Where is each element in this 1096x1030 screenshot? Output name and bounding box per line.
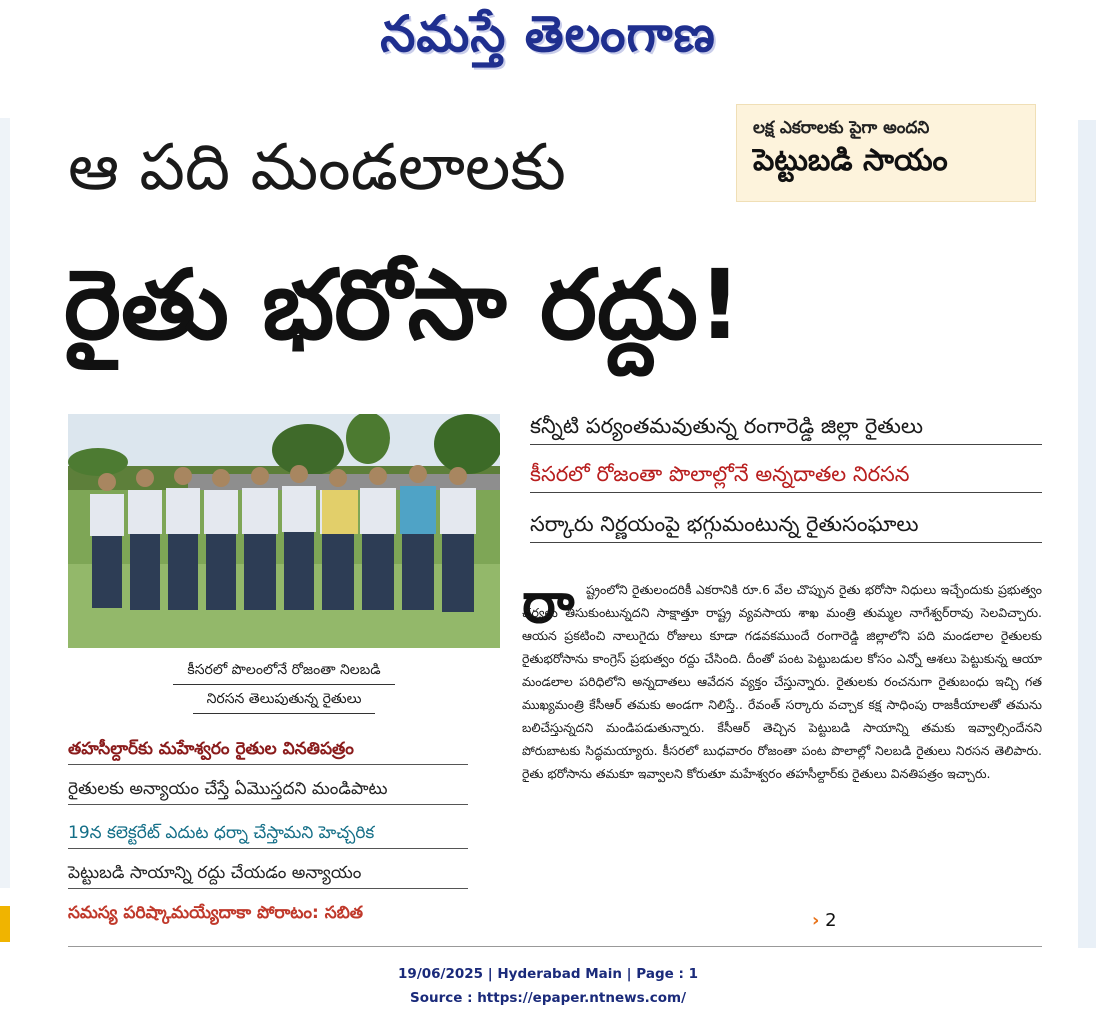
page-edge-left (0, 118, 10, 888)
deck-line-3: సర్కారు నిర్ణయంపై భగ్గుమంటున్న రైతుసంఘాలు (530, 506, 1042, 543)
continued-page-number: 2 (825, 910, 837, 931)
deck-line-2: కీసరలో రోజంతా పొలాల్లోనే అన్నదాతల నిరసన (530, 456, 1042, 493)
article-body (522, 571, 1042, 934)
bullet-point-3: 19న కలెక్టరేట్ ఎదుట ధర్నా చేస్తామని హెచ్చరిక (68, 818, 468, 849)
bullet-point-5: సమస్య పరిష్కామయ్యేదాకా పోరాటం: సబిత (68, 903, 364, 923)
masthead-logo: నమస్తే తెలంగాణ (380, 4, 716, 63)
kicker-headline: ఆ పది మండలాలకు (68, 131, 566, 205)
main-headline: రైతు భరోసా రద్దు! (64, 249, 742, 361)
photo-caption-line1: కీసరలో పొలంలోనే రోజంతా నిలబడి (173, 656, 394, 685)
photo-caption-line2: నిరసన తెలుపుతున్న రైతులు (193, 685, 376, 714)
page-edge-right (1078, 120, 1096, 948)
bullet-point-2: రైతులకు అన్యాయం చేస్తే ఏమొస్తదని మండిపాటు (68, 774, 468, 805)
footer-divider (68, 946, 1042, 947)
side-highlight-top: లక్ష ఎకరాలకు పైగా అందని (753, 118, 930, 138)
article-body-text: ష్ట్రంలోని రైతులందరికీ ఎకరానికి రూ.6 వేల చొప్పున రైతు భరోసా నిధులు ఇచ్చేందుకు ప్రభుత్వం చర్యలు తీసుకుంటున్నదని సాక్షాత్తూ రాష్ట్ర వ్యవసాయ శాఖ మంత్రి తుమ్మల నాగేశ్వర్‌రావు సెలవిచ్చారు. ఆయన ప్రకటించి నాలుగైదు రోజులు కూడా గడవకముందే రంగారెడ్డి జిల్లాలోని పది మండలాల రైతులకు రైతుభరోసాను కాంగ్రెస్ ప్రభుత్వం రద్దు చేసింది. దీంతో పంట పెట్టుబడుల కోసం ఎన్నో ఆశలు పెట్టుకున్న ఆయా మండలాల పరిధిలోని అన్నదాతలు ఆవేదన వ్యక్తం చేస్తున్నారు. రైతులకు రంచనుగా రైతుబంధు ఇచ్చి గత ముఖ్యమంత్రి కేసీఆర్ తమకు అండగా నిలిస్తే.. రేవంత్ సర్కారు వచ్చాక కక్ష సాధింపు రాజకీయాలతో తమను బలిచేస్తున్నదని మండిపడుతున్నారు. కేసీఆర్ తెచ్చిన పెట్టుబడి సాయాన్ని తమకు ఇవ్వాల్సిందేనని పోరుబాటకు సిద్ధమయ్యారు. కీసరలో బుధవారం రోజంతా పంట పొలాల్లో నిలబడి రైతులు నిరసన తెలిపారు. రైతు భరోసాను తమకూ ఇవ్వాలని కోరుతూ మహేశ్వరం తహసీల్దార్‌కు రైతులు వినతిపత్రం ఇచ్చారు. (522, 582, 1042, 781)
deck-line-1: కన్నీటి పర్యంతమవుతున్న రంగారెడ్డి జిల్లా రైతులు (530, 408, 1042, 445)
article-dropcap: రా (522, 571, 575, 636)
news-photo[interactable] (68, 414, 500, 648)
chevron-right-icon: › (812, 910, 820, 931)
bullet-point-4: పెట్టుబడి సాయాన్ని రద్దు చేయడం అన్యాయం (68, 858, 468, 889)
side-highlight-box (736, 104, 1036, 202)
side-highlight-main: పెట్టుబడి సాయం (753, 143, 948, 178)
footer-source-link[interactable]: Source : https://epaper.ntnews.com/ (409, 990, 687, 1006)
bullet-point-1: తహసీల్దార్‌కు మహేశ్వరం రైతుల వినతిపత్రం (68, 734, 468, 765)
footer-edition-info: 19/06/2025 | Hyderabad Main | Page : 1 (398, 966, 698, 982)
continued-page-link[interactable] (812, 910, 837, 931)
photo-caption (68, 656, 500, 714)
edge-tab-marker (0, 906, 10, 942)
farmers-photo-illustration (68, 414, 500, 648)
